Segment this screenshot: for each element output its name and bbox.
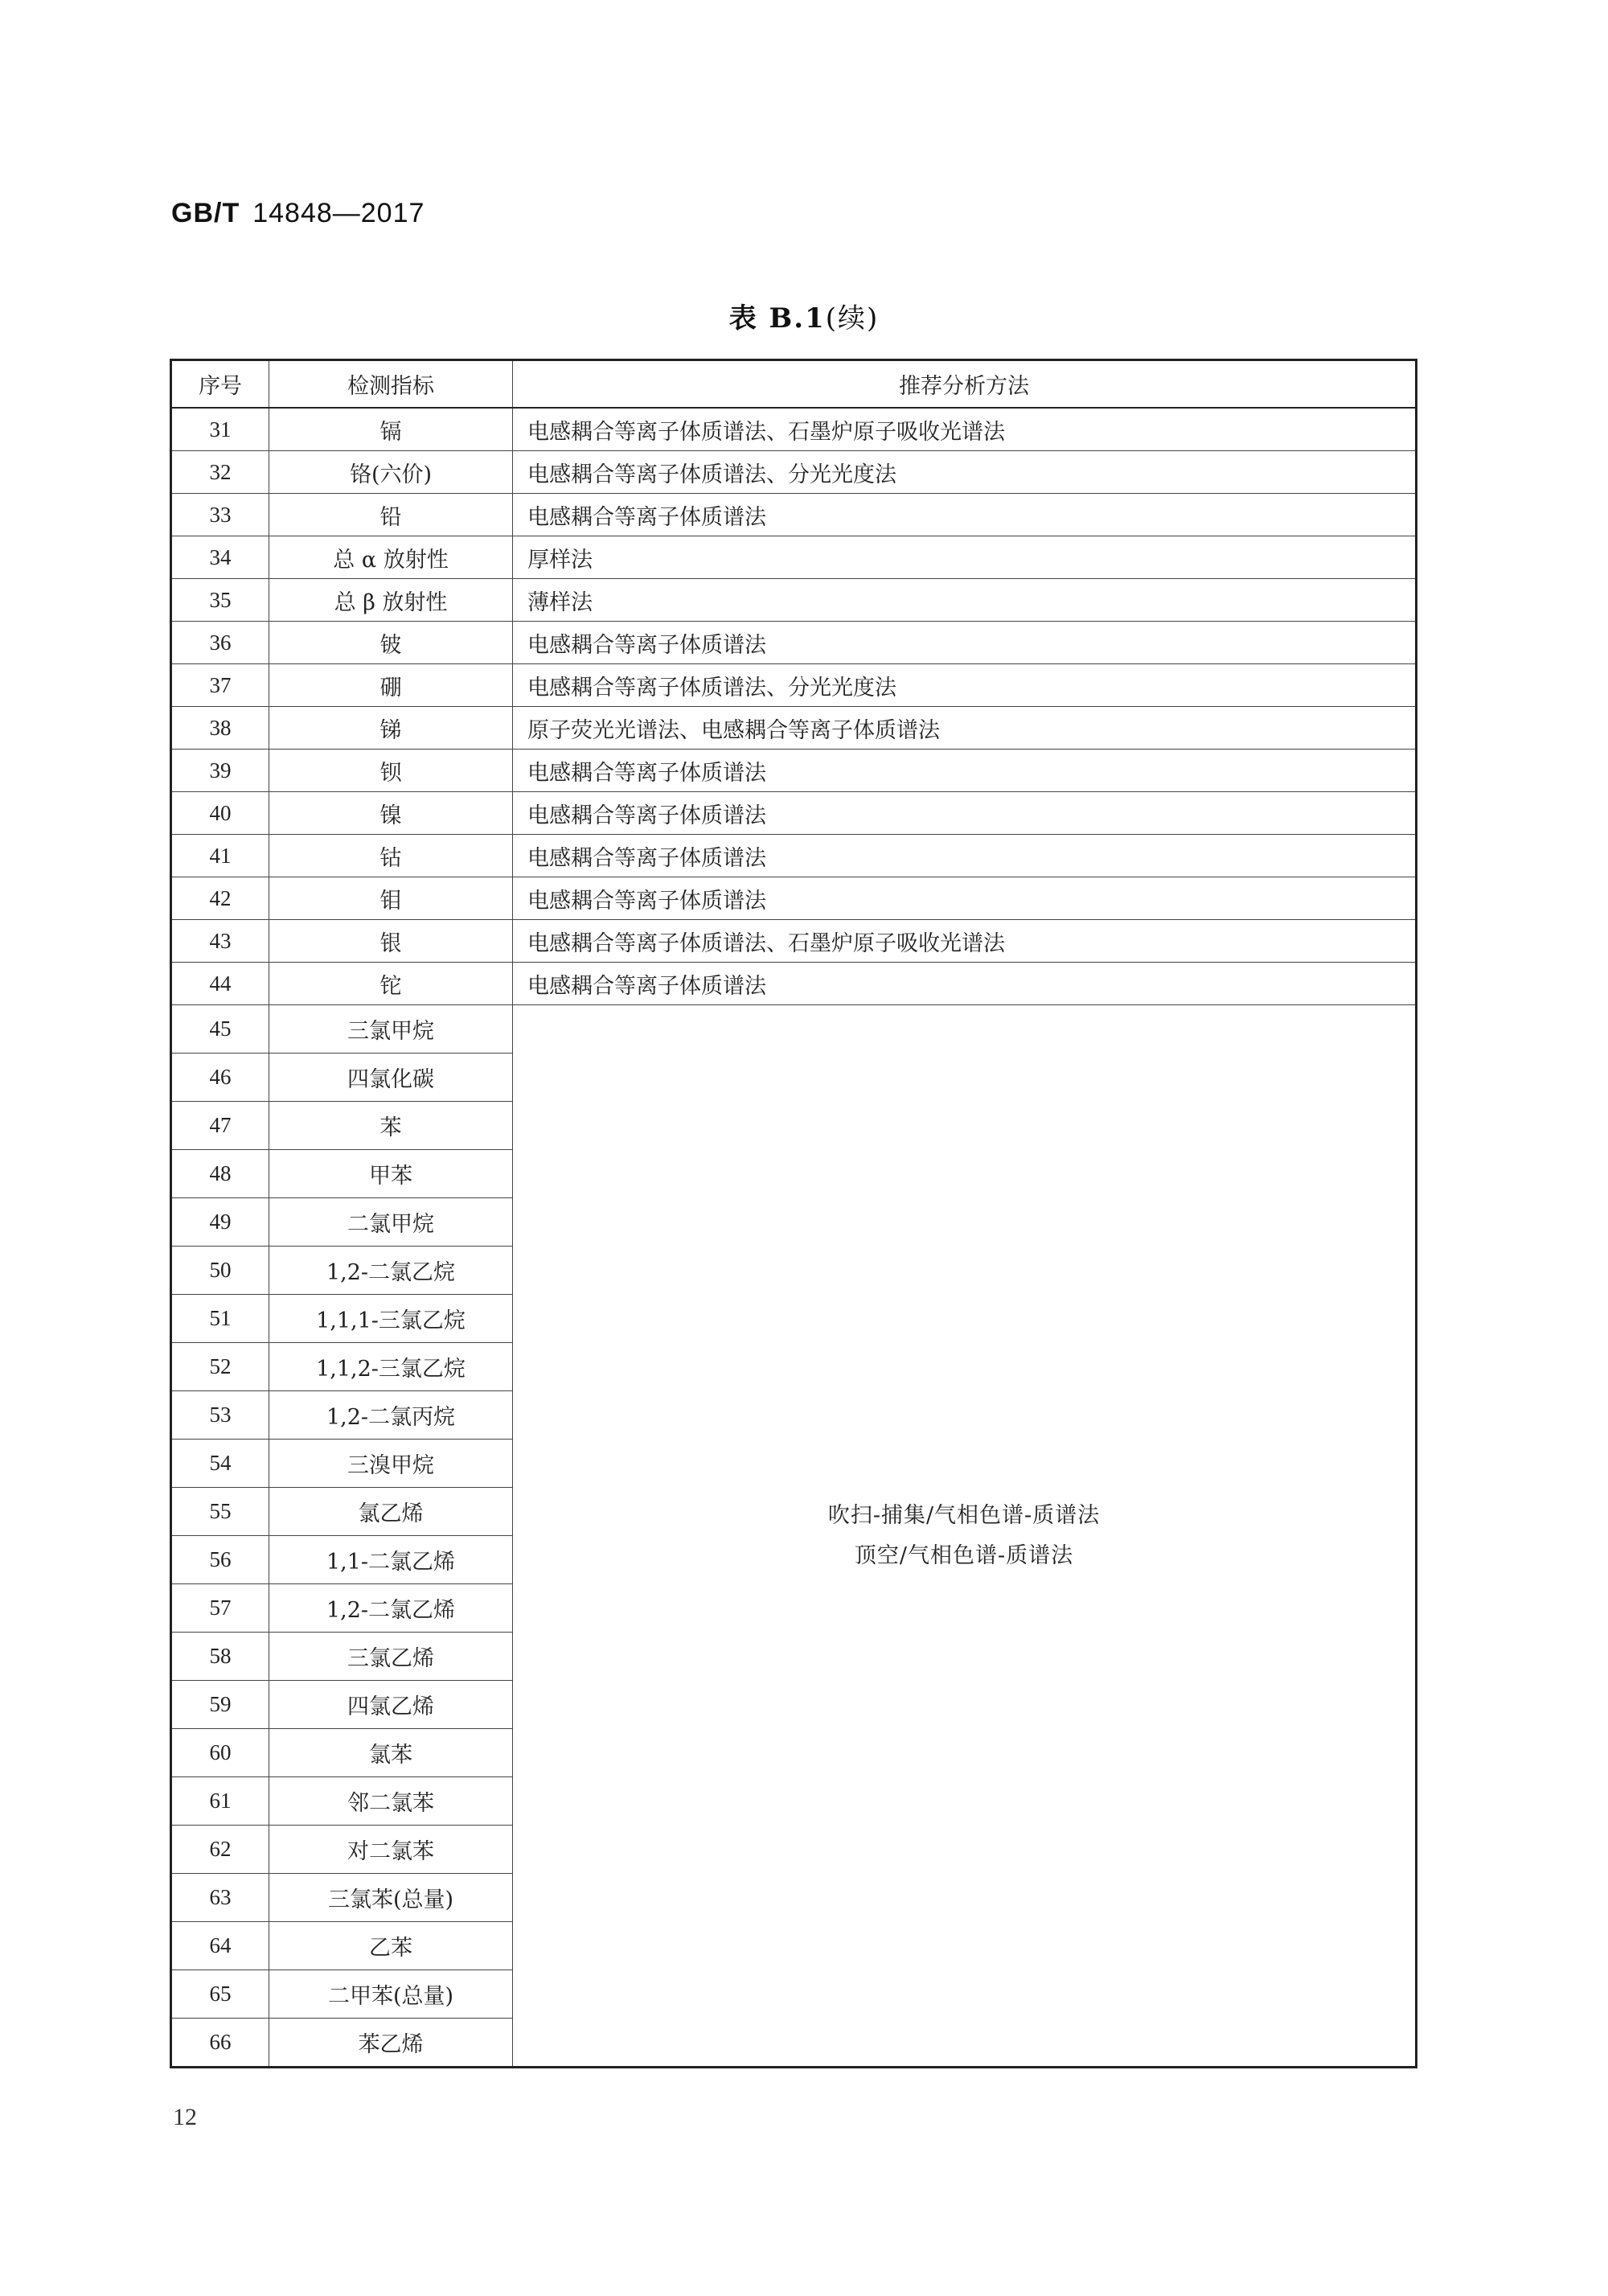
row-number: 49 bbox=[171, 1198, 269, 1247]
row-number: 38 bbox=[171, 707, 269, 750]
indicator-cell: 二甲苯(总量) bbox=[269, 1970, 513, 2019]
row-number: 50 bbox=[171, 1247, 269, 1295]
method-cell: 电感耦合等离子体质谱法 bbox=[513, 963, 1417, 1005]
indicator-cell: 总 α 放射性 bbox=[269, 536, 513, 579]
row-number: 32 bbox=[171, 451, 269, 494]
indicator-cell: 1,1-二氯乙烯 bbox=[269, 1536, 513, 1584]
indicator-cell: 铊 bbox=[269, 963, 513, 1005]
indicator-cell: 1,2-二氯丙烷 bbox=[269, 1391, 513, 1440]
indicator-cell: 钴 bbox=[269, 835, 513, 877]
row-number: 59 bbox=[171, 1681, 269, 1729]
indicator-cell: 四氯乙烯 bbox=[269, 1681, 513, 1729]
row-number: 39 bbox=[171, 750, 269, 792]
indicator-cell: 1,2-二氯乙烷 bbox=[269, 1247, 513, 1295]
method-cell: 电感耦合等离子体质谱法 bbox=[513, 835, 1417, 877]
column-header-indicator: 检测指标 bbox=[269, 360, 513, 409]
indicator-cell: 银 bbox=[269, 920, 513, 963]
standard-header bbox=[171, 198, 425, 229]
row-number: 51 bbox=[171, 1295, 269, 1343]
row-number: 42 bbox=[171, 877, 269, 920]
indicator-cell: 铬(六价) bbox=[269, 451, 513, 494]
method-cell: 厚样法 bbox=[513, 536, 1417, 579]
indicator-cell: 氯乙烯 bbox=[269, 1488, 513, 1536]
table-row bbox=[171, 664, 1417, 707]
table-row bbox=[171, 622, 1417, 664]
row-number: 60 bbox=[171, 1729, 269, 1777]
indicator-cell: 甲苯 bbox=[269, 1150, 513, 1198]
row-number: 40 bbox=[171, 792, 269, 835]
method-cell: 薄样法 bbox=[513, 579, 1417, 622]
indicator-cell: 二氯甲烷 bbox=[269, 1198, 513, 1247]
indicator-cell: 苯 bbox=[269, 1102, 513, 1150]
table-row bbox=[171, 920, 1417, 963]
table-row bbox=[171, 877, 1417, 920]
method-cell: 电感耦合等离子体质谱法、分光光度法 bbox=[513, 664, 1417, 707]
table-row bbox=[171, 707, 1417, 750]
method-cell: 电感耦合等离子体质谱法、石墨炉原子吸收光谱法 bbox=[513, 408, 1417, 451]
indicator-cell: 总 β 放射性 bbox=[269, 579, 513, 622]
row-number: 44 bbox=[171, 963, 269, 1005]
method-cell: 电感耦合等离子体质谱法 bbox=[513, 792, 1417, 835]
table-row bbox=[171, 536, 1417, 579]
row-number: 45 bbox=[171, 1005, 269, 1054]
standard-code: GB/T bbox=[171, 198, 240, 228]
column-header-no: 序号 bbox=[171, 360, 269, 409]
table-row bbox=[171, 963, 1417, 1005]
table-caption-label: 表 B.1 bbox=[728, 302, 826, 335]
row-number: 37 bbox=[171, 664, 269, 707]
table-caption-suffix: (续) bbox=[825, 302, 880, 335]
indicator-cell: 1,2-二氯乙烯 bbox=[269, 1584, 513, 1633]
row-number: 46 bbox=[171, 1054, 269, 1102]
table-row bbox=[171, 408, 1417, 451]
indicator-cell: 乙苯 bbox=[269, 1922, 513, 1970]
indicator-cell: 铅 bbox=[269, 494, 513, 536]
indicator-cell: 苯乙烯 bbox=[269, 2019, 513, 2068]
analysis-methods-table bbox=[170, 359, 1417, 2068]
indicator-cell: 三氯苯(总量) bbox=[269, 1874, 513, 1922]
row-number: 52 bbox=[171, 1343, 269, 1391]
row-number: 54 bbox=[171, 1440, 269, 1488]
grouped-method-line-1: 吹扫-捕集/气相色谱-质谱法 bbox=[827, 1502, 1101, 1528]
method-cell: 原子荧光光谱法、电感耦合等离子体质谱法 bbox=[513, 707, 1417, 750]
indicator-cell: 硼 bbox=[269, 664, 513, 707]
table-caption bbox=[0, 296, 1608, 335]
method-cell: 电感耦合等离子体质谱法、石墨炉原子吸收光谱法 bbox=[513, 920, 1417, 963]
row-number: 56 bbox=[171, 1536, 269, 1584]
indicator-cell: 钼 bbox=[269, 877, 513, 920]
method-cell: 电感耦合等离子体质谱法 bbox=[513, 622, 1417, 664]
standard-number: 14848—2017 bbox=[252, 198, 425, 228]
row-number: 47 bbox=[171, 1102, 269, 1150]
table-header-row bbox=[171, 360, 1417, 409]
indicator-cell: 锑 bbox=[269, 707, 513, 750]
table-row bbox=[171, 835, 1417, 877]
page-number: 12 bbox=[173, 2104, 197, 2130]
row-number: 57 bbox=[171, 1584, 269, 1633]
table-row bbox=[171, 579, 1417, 622]
row-number: 58 bbox=[171, 1633, 269, 1681]
row-number: 48 bbox=[171, 1150, 269, 1198]
method-cell: 电感耦合等离子体质谱法、分光光度法 bbox=[513, 451, 1417, 494]
row-number: 31 bbox=[171, 408, 269, 451]
indicator-cell: 钡 bbox=[269, 750, 513, 792]
table-row bbox=[171, 494, 1417, 536]
indicator-cell: 1,1,1-三氯乙烷 bbox=[269, 1295, 513, 1343]
row-number: 34 bbox=[171, 536, 269, 579]
row-number: 36 bbox=[171, 622, 269, 664]
indicator-cell: 三溴甲烷 bbox=[269, 1440, 513, 1488]
indicator-cell: 邻二氯苯 bbox=[269, 1777, 513, 1826]
indicator-cell: 对二氯苯 bbox=[269, 1826, 513, 1874]
grouped-method-line-2: 顶空/气相色谱-质谱法 bbox=[854, 1542, 1074, 1568]
indicator-cell: 三氯甲烷 bbox=[269, 1005, 513, 1054]
column-header-method: 推荐分析方法 bbox=[513, 360, 1417, 409]
indicator-cell: 镉 bbox=[269, 408, 513, 451]
row-number: 61 bbox=[171, 1777, 269, 1826]
method-cell: 电感耦合等离子体质谱法 bbox=[513, 750, 1417, 792]
indicator-cell: 三氯乙烯 bbox=[269, 1633, 513, 1681]
table-row bbox=[171, 451, 1417, 494]
row-number: 65 bbox=[171, 1970, 269, 2019]
row-number: 55 bbox=[171, 1488, 269, 1536]
row-number: 33 bbox=[171, 494, 269, 536]
row-number: 64 bbox=[171, 1922, 269, 1970]
row-number: 43 bbox=[171, 920, 269, 963]
indicator-cell: 铍 bbox=[269, 622, 513, 664]
row-number: 35 bbox=[171, 579, 269, 622]
indicator-cell: 1,1,2-三氯乙烷 bbox=[269, 1343, 513, 1391]
method-cell: 电感耦合等离子体质谱法 bbox=[513, 877, 1417, 920]
grouped-method-cell bbox=[513, 1005, 1417, 2068]
row-number: 62 bbox=[171, 1826, 269, 1874]
table-row bbox=[171, 750, 1417, 792]
row-number: 63 bbox=[171, 1874, 269, 1922]
table-row bbox=[171, 792, 1417, 835]
row-number: 66 bbox=[171, 2019, 269, 2068]
indicator-cell: 四氯化碳 bbox=[269, 1054, 513, 1102]
row-number: 41 bbox=[171, 835, 269, 877]
method-cell: 电感耦合等离子体质谱法 bbox=[513, 494, 1417, 536]
table-row bbox=[171, 1005, 1417, 1054]
row-number: 53 bbox=[171, 1391, 269, 1440]
indicator-cell: 氯苯 bbox=[269, 1729, 513, 1777]
indicator-cell: 镍 bbox=[269, 792, 513, 835]
